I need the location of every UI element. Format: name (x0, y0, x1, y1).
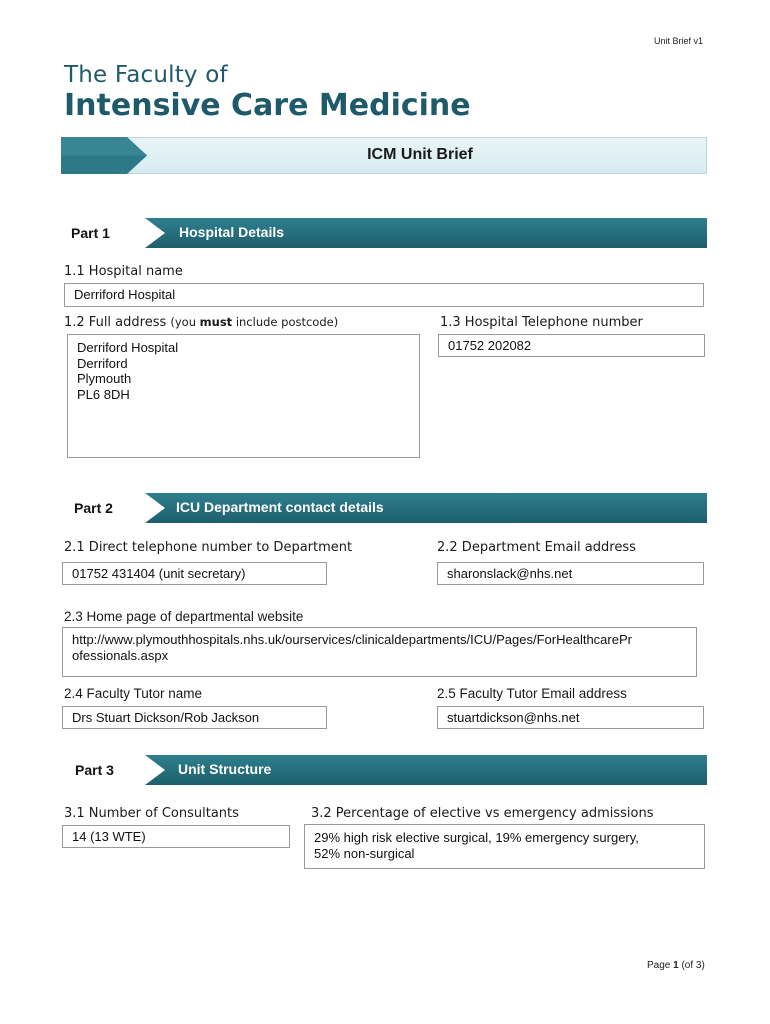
admissions-percentage-label: 3.2 Percentage of elective vs emergency admissions (311, 806, 654, 821)
faculty-tutor-email-label: 2.5 Faculty Tutor Email address (437, 686, 627, 701)
part2-label: Part 2 (74, 500, 113, 516)
faculty-logo-line1: The Faculty of (64, 62, 228, 88)
consultants-label: 3.1 Number of Consultants (64, 806, 239, 821)
website-field[interactable]: http://www.plymouthhospitals.nhs.uk/ourservices/clinicaldepartments/ICU/Pages/ForHealthcarePr ofessionals.aspx (62, 627, 697, 677)
website-label: 2.3 Home page of departmental website (64, 609, 304, 624)
dept-email-label: 2.2 Department Email address (437, 540, 636, 555)
full-address-field[interactable]: Derriford Hospital Derriford Plymouth PL6 8DH (67, 334, 420, 458)
faculty-logo-line2: Intensive Care Medicine (64, 88, 471, 123)
part2-title: ICU Department contact details (176, 499, 384, 515)
part2-header-bar (63, 493, 707, 523)
page-title: ICM Unit Brief (367, 146, 473, 163)
hospital-telephone-label: 1.3 Hospital Telephone number (440, 315, 643, 330)
dept-telephone-field[interactable]: 01752 431404 (unit secretary) (62, 562, 327, 585)
part3-header-bar (63, 755, 707, 785)
hospital-telephone-field[interactable]: 01752 202082 (438, 334, 705, 357)
part1-label: Part 1 (71, 225, 110, 241)
part3-title: Unit Structure (178, 761, 272, 777)
dept-email-field[interactable]: sharonslack@nhs.net (437, 562, 704, 585)
part3-label: Part 3 (75, 762, 114, 778)
hospital-name-field[interactable]: Derriford Hospital (64, 283, 704, 307)
faculty-tutor-email-field[interactable]: stuartdickson@nhs.net (437, 706, 704, 729)
consultants-field[interactable]: 14 (13 WTE) (62, 825, 290, 848)
page-number: Page 1 (of 3) (647, 960, 705, 971)
full-address-label: 1.2 Full address (you must include postcode) (64, 315, 339, 330)
hospital-name-label: 1.1 Hospital name (64, 264, 183, 279)
document-version: Unit Brief v1 (654, 36, 704, 46)
dept-telephone-label: 2.1 Direct telephone number to Department (64, 540, 353, 555)
part1-header-bar (63, 218, 707, 248)
faculty-tutor-name-field[interactable]: Drs Stuart Dickson/Rob Jackson (62, 706, 327, 729)
part1-title: Hospital Details (179, 224, 285, 240)
faculty-tutor-name-label: 2.4 Faculty Tutor name (64, 686, 203, 701)
admissions-percentage-field[interactable]: 29% high risk elective surgical, 19% emergency surgery, 52% non-surgical (304, 824, 705, 869)
banner-arrow-icon (61, 137, 149, 174)
